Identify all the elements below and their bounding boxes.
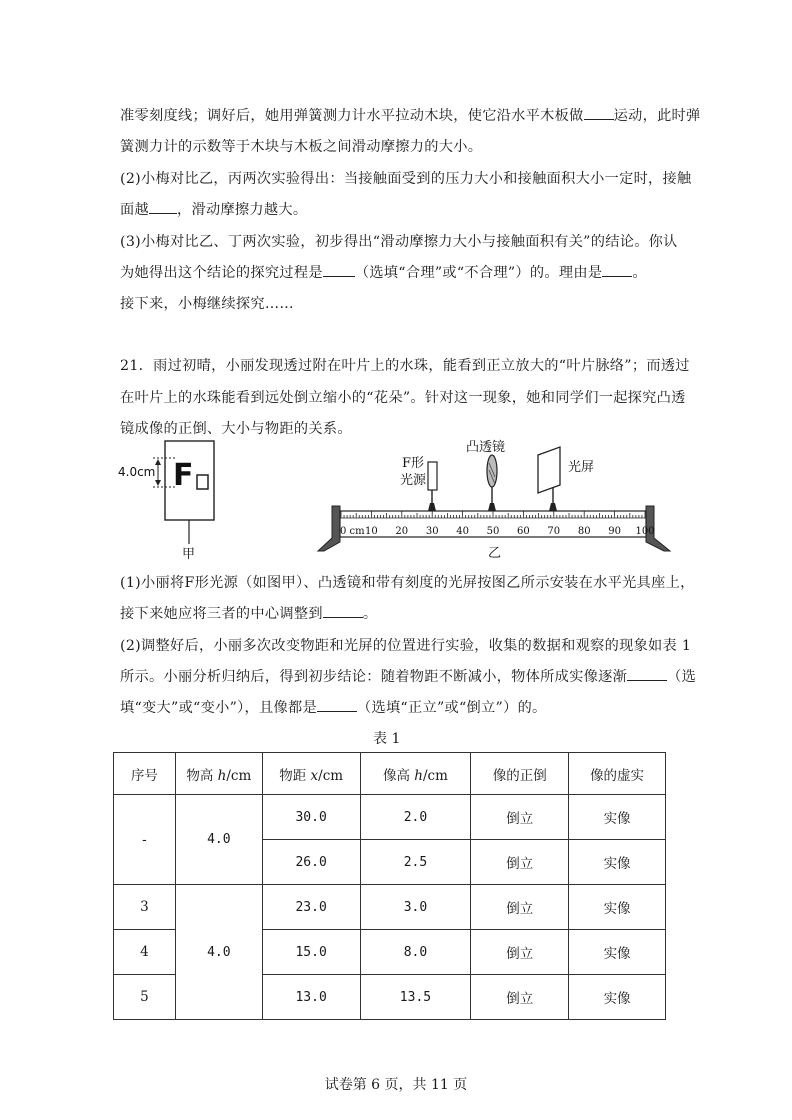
page-footer: 试卷第 6 页，共 11 页 — [324, 1077, 468, 1093]
lens-holder — [487, 455, 497, 511]
header-seq: 序号 — [114, 753, 176, 795]
text: （选填“合理”或“不合理”）的。理由是 — [354, 265, 603, 281]
header-text: 物距 — [279, 767, 311, 784]
f-letter: F — [173, 458, 194, 493]
table-title: 表 1 — [373, 731, 401, 747]
text: （选 — [667, 669, 697, 685]
subquestion-line — [120, 697, 547, 717]
answer-blank — [627, 666, 667, 681]
cell-orientation: 倒立 — [471, 885, 569, 930]
question-21-line: 镜成像的正倒、大小与物距的关系。 — [120, 421, 352, 437]
cell-orientation: 倒立 — [471, 930, 569, 975]
cell-image-height: 8.0 — [360, 930, 471, 975]
source-holder — [428, 462, 437, 511]
table-row — [114, 885, 666, 930]
cell-height-group1: 4.0 — [175, 795, 262, 885]
answer-blank — [323, 603, 363, 618]
scale-label-50: 50 — [486, 526, 500, 537]
text: 。 — [362, 606, 378, 622]
table-row — [114, 795, 666, 840]
scale-label-20: 20 — [395, 526, 409, 537]
text: 所示。小丽分析归纳后，得到初步结论：随着物距不断减小，物体所成实像逐渐 — [120, 669, 628, 685]
cell-seq-group1: - — [114, 795, 176, 885]
header-unit: /cm — [318, 767, 344, 784]
lens-foot — [488, 503, 496, 511]
cell-nature: 实像 — [569, 795, 666, 840]
scale-label-70: 70 — [547, 526, 561, 537]
text: 为她得出这个结论的探究过程是 — [120, 265, 323, 281]
paragraph-line: 簧测力计的示数等于木块与木板之间滑动摩擦力的大小。 — [120, 139, 483, 155]
header-text: 像高 — [383, 767, 415, 784]
cell-nature: 实像 — [569, 885, 666, 930]
subquestion-line: (1)小丽将F形光源（如图甲）、凸透镜和带有刻度的光屏按图乙所示安装在水平光具座上， — [120, 575, 695, 591]
text: 准零刻度线；调好后，她用弹簧测力计水平拉动木块，使它沿水平木板做 — [120, 108, 584, 124]
dim-arrow-head-down — [155, 480, 161, 486]
source-plate — [428, 462, 437, 490]
answer-blank — [317, 697, 357, 712]
question-21-line: 在叶片上的水珠能看到远处倒立缩小的“花朵”。针对这一现象，她和同学们一起探究凸透 — [120, 390, 686, 406]
cell-nature: 实像 — [569, 930, 666, 975]
scale-label-30: 30 — [425, 526, 439, 537]
label-jia: 甲 — [182, 547, 196, 562]
text: 面越 — [120, 202, 149, 218]
header-var: x — [310, 767, 319, 784]
scale-label-60: 60 — [517, 526, 530, 537]
scale-zero-label: 0 cm — [340, 526, 365, 537]
cell-distance: 13.0 — [262, 975, 360, 1020]
cell-distance: 23.0 — [262, 885, 360, 930]
scale-label-80: 80 — [577, 526, 591, 537]
subquestion-line: (2)调整好后，小丽多次改变物距和光屏的位置进行实验，收集的数据和观察的现象如表 1 — [120, 638, 692, 654]
screen-foot — [549, 503, 557, 511]
cell-orientation: 倒立 — [471, 795, 569, 840]
paragraph-line: (2)小梅对比乙，丙两次实验得出：当接触面受到的压力大小和接触面积大小一定时，接触 — [120, 171, 692, 187]
scale-label-10: 10 — [365, 526, 378, 537]
subquestion-line — [120, 603, 377, 623]
cell-distance: 26.0 — [262, 840, 360, 885]
header-text: 物高 — [186, 767, 218, 784]
cell-seq: 3 — [114, 885, 176, 930]
bench-leg-left — [318, 506, 340, 551]
header-var: h — [217, 767, 227, 784]
header-object-distance — [262, 753, 360, 795]
screen — [538, 447, 560, 493]
label-yi: 乙 — [488, 546, 502, 561]
header-object-height — [175, 753, 262, 795]
cell-image-height: 2.5 — [360, 840, 471, 885]
cell-nature: 实像 — [569, 840, 666, 885]
screen-holder — [538, 447, 560, 511]
cell-distance: 30.0 — [262, 795, 360, 840]
header-image-height — [360, 753, 471, 795]
cell-orientation: 倒立 — [471, 975, 569, 1020]
scale-label-90: 90 — [608, 526, 621, 537]
paragraph-line: 接下来，小梅继续探究…… — [120, 296, 294, 312]
cell-image-height: 3.0 — [360, 885, 471, 930]
dim-arrow-head-up — [155, 459, 161, 465]
cell-nature: 实像 — [569, 975, 666, 1020]
header-nature: 像的虚实 — [569, 753, 666, 795]
subquestion-line — [120, 666, 696, 686]
text: 运动，此时弹 — [613, 108, 701, 124]
text: 。 — [632, 265, 647, 281]
label-lens: 凸透镜 — [466, 440, 506, 455]
scale-label-100: 100 — [635, 526, 655, 537]
table-header-row — [114, 753, 666, 795]
cell-height-group2: 4.0 — [175, 885, 262, 1020]
text: ，滑动摩擦力越大。 — [176, 202, 308, 218]
header-unit: /cm — [226, 767, 252, 784]
label-screen: 光屏 — [568, 460, 595, 475]
label-source-2: 光源 — [400, 473, 427, 488]
cell-seq: 5 — [114, 975, 176, 1020]
cell-distance: 15.0 — [262, 930, 360, 975]
question-21-line: 21．雨过初晴，小丽发现透过附在叶片上的水珠，能看到正立放大的“叶片脉络”；而透过 — [120, 358, 690, 374]
f-small-square — [197, 475, 208, 489]
header-orientation: 像的正倒 — [471, 753, 569, 795]
text: （选填“正立”或“倒立”）的。 — [356, 700, 547, 716]
paragraph-line: (3)小梅对比乙、丁两次实验，初步得出“滑动摩擦力大小与接触面积有关”的结论。你认 — [120, 234, 678, 250]
scale-label-40: 40 — [456, 526, 469, 537]
cell-image-height: 2.0 — [360, 795, 471, 840]
label-source-1: F形 — [402, 456, 425, 471]
header-unit: /cm — [423, 767, 448, 784]
data-table — [113, 752, 666, 1020]
text: 接下来她应将三者的中心调整到 — [120, 606, 323, 622]
header-var: h — [414, 767, 423, 784]
cell-seq: 4 — [114, 930, 176, 975]
dim-label: 4.0cm — [118, 465, 156, 479]
source-foot — [428, 503, 436, 511]
cell-image-height: 13.5 — [360, 975, 471, 1020]
cell-orientation: 倒立 — [471, 840, 569, 885]
text: 填“变大”或“变小”），且像都是 — [120, 700, 317, 716]
